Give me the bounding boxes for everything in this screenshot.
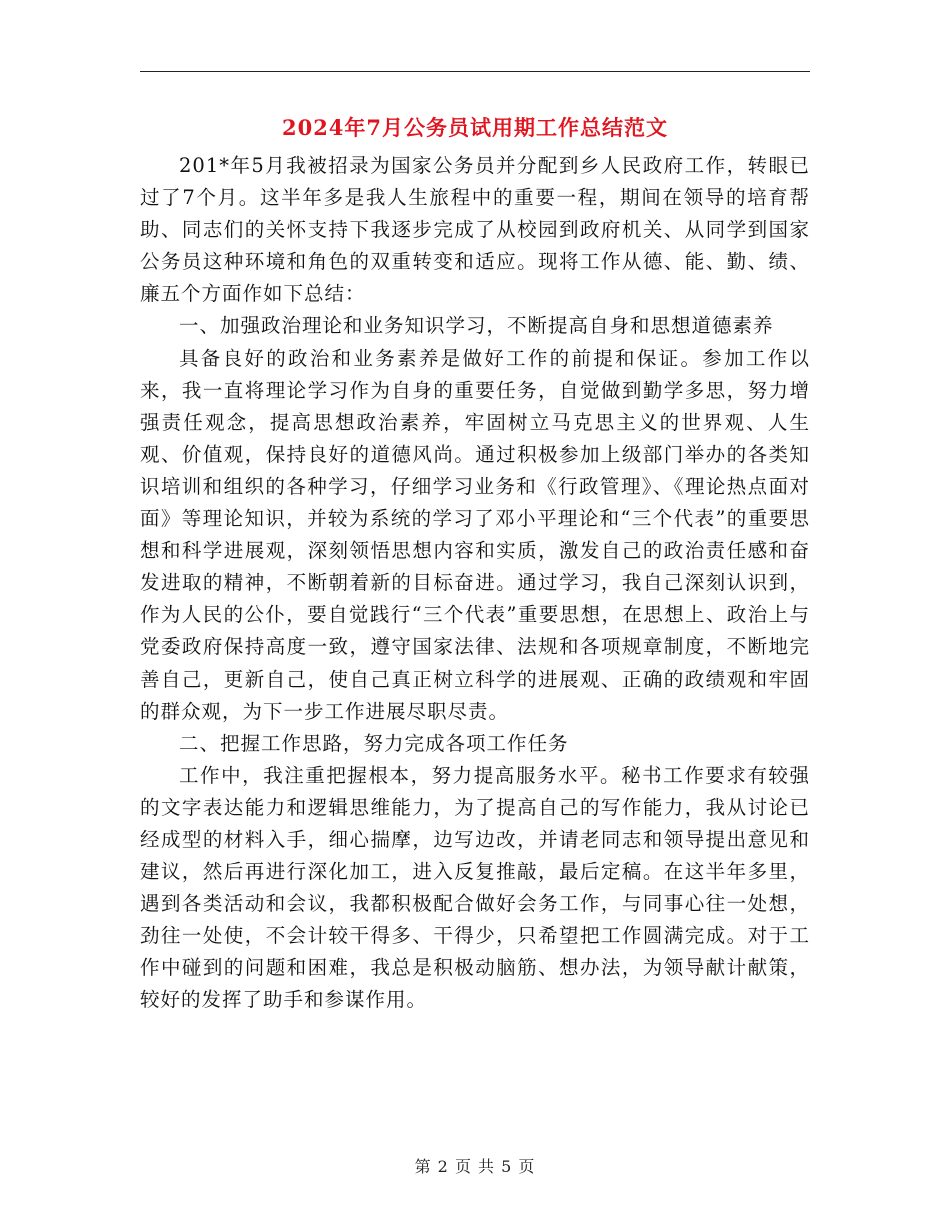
paragraph-section-1: 具备良好的政治和业务素养是做好工作的前提和保证。参加工作以来，我一直将理论学习作为自身的重要任务，自觉做到勤学多思，努力增强责任观念，提高思想政治素养，牢固树立马克思主义的世界观、人生观、价值观，保持良好的道德风尚。通过积极参加上级部门举办的各类知识培训和组织的各种学习，仔细学习业务和《行政管理》、《理论热点面对面》等理论知识，并较为系统的学习了邓小平理论和“三个代表”的重要思想和科学进展观，深刻领悟思想内容和实质，激发自己的政治责任感和奋发进取的精神，不断朝着新的目标奋进。通过学习，我自己深刻认识到，作为人民的公仆，要自觉践行“三个代表”重要思想，在思想上、政治上与党委政府保持高度一致，遵守国家法律、法规和各项规章制度，不断地完善自己，更新自己，使自己真正树立科学的进展观、正确的政绩观和牢固的群众观，为下一步工作进展尽职尽责。 — [140, 346, 810, 723]
paragraph-intro: 201*年5月我被招录为国家公务员并分配到乡人民政府工作，转眼已过了7个月。这半年多是我人生旅程中的重要一程，期间在领导的培育帮助、同志们的关怀支持下我逐步完成了从校园到政府机关、从同学到国家公务员这种环境和角色的双重转变和适应。现将工作从德、能、勤、绩、廉五个方面作如下总结： — [140, 154, 810, 306]
page-number: 第 2 页 共 5 页 — [414, 1157, 536, 1176]
section-heading-2: 二、把握工作思路，努力完成各项工作任务 — [179, 731, 569, 755]
page-footer — [0, 1154, 950, 1177]
document-title: 2024年7月公务员试用期工作总结范文 — [281, 115, 669, 140]
header-rule — [140, 71, 810, 72]
paragraph-section-2: 工作中，我注重把握根本，努力提高服务水平。秘书工作要求有较强的文字表达能力和逻辑思维能力，为了提高自己的写作能力，我从讨论已经成型的材料入手，细心揣摩，边写边改，并请老同志和领导提出意见和建议，然后再进行深化加工，进入反复推敲，最后定稿。在这半年多里，遇到各类活动和会议，我都积极配合做好会务工作，与同事心往一处想，劲往一处使，不会计较干得多、干得少，只希望把工作圆满完成。对于工作中碰到的问题和困难，我总是积极动脑筋、想办法，为领导献计献策，较好的发挥了助手和参谋作用。 — [140, 763, 810, 1012]
document-body — [140, 150, 810, 1017]
section-heading-1: 一、加强政治理论和业务知识学习，不断提高自身和思想道德素养 — [179, 314, 774, 338]
